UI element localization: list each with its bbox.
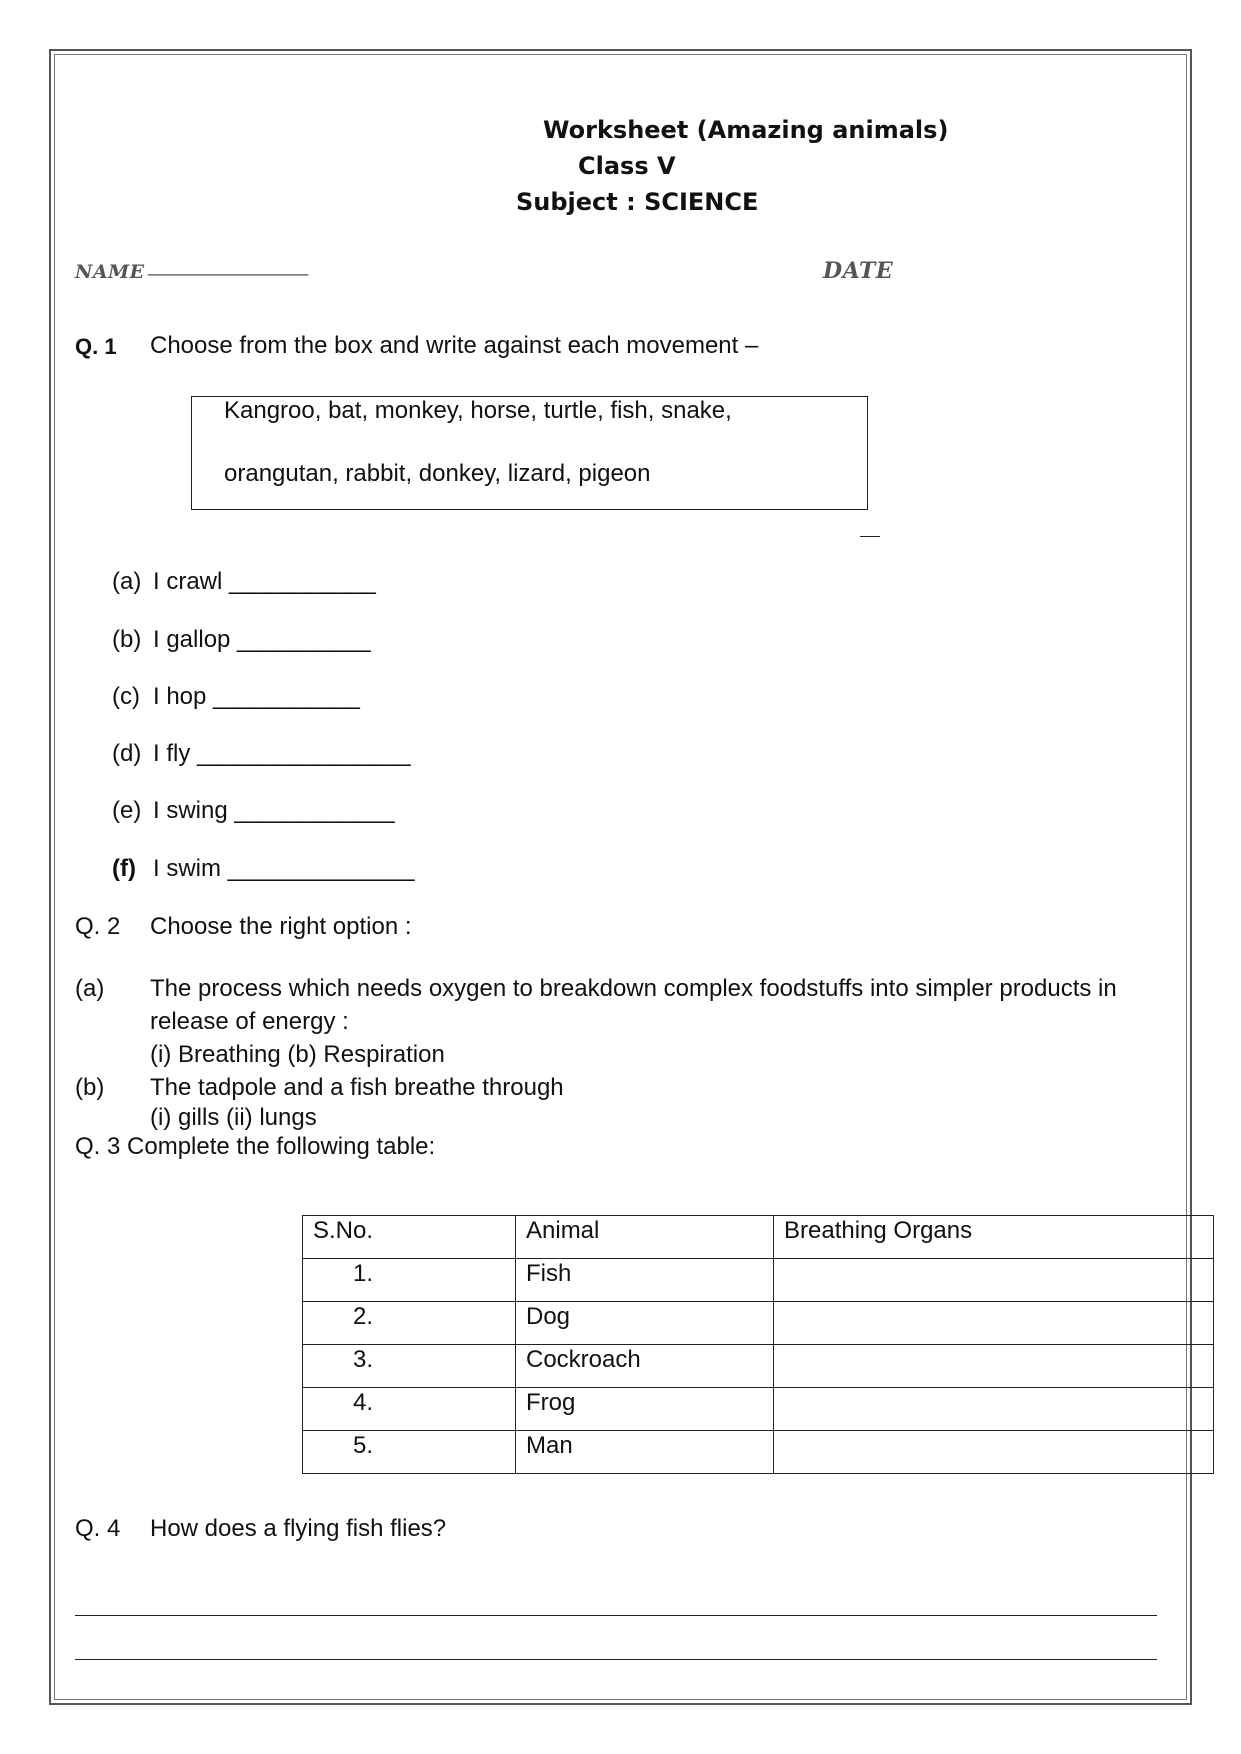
q2-a-options[interactable]: (i) Breathing (b) Respiration <box>150 1041 445 1068</box>
q1-item-f-label: (f) <box>112 855 136 882</box>
q1-item-c-text[interactable]: I hop ___________ <box>153 683 360 710</box>
q3-prompt: Q. 3 Complete the following table: <box>75 1133 436 1160</box>
q2-a-line-2: release of energy : <box>150 1008 349 1035</box>
q1-item-e-label: (e) <box>112 797 142 824</box>
q4-number: Q. 4 <box>75 1515 121 1542</box>
row-organs-cell[interactable] <box>774 1431 1214 1474</box>
row-animal: Fish <box>516 1259 774 1302</box>
date-label: DATE <box>823 258 894 284</box>
row-animal: Cockroach <box>516 1345 774 1388</box>
q1-number: Q. 1 <box>75 334 117 359</box>
row-organs-cell[interactable] <box>774 1259 1214 1302</box>
q2-b-options[interactable]: (i) gills (ii) lungs <box>150 1104 317 1131</box>
breathing-organs-table <box>302 1215 1214 1474</box>
worksheet-title: Worksheet (Amazing animals) <box>543 116 949 144</box>
row-animal: Man <box>516 1431 774 1474</box>
q2-a-line-1: The process which needs oxygen to breakdown complex foodstuffs into simpler products in <box>150 975 1117 1002</box>
header-animal: Animal <box>516 1216 774 1259</box>
table-row <box>303 1302 1214 1345</box>
q4-prompt: How does a flying fish flies? <box>150 1515 447 1542</box>
q1-item-e-text[interactable]: I swing ____________ <box>153 797 395 824</box>
header-breathing-organs: Breathing Organs <box>774 1216 1214 1259</box>
row-sno: 2. <box>303 1302 516 1345</box>
table-row <box>303 1388 1214 1431</box>
header-sno: S.No. <box>303 1216 516 1259</box>
table-row <box>303 1259 1214 1302</box>
q1-item-a-text[interactable]: I crawl ___________ <box>153 568 376 595</box>
row-sno: 5. <box>303 1431 516 1474</box>
table-row <box>303 1431 1214 1474</box>
row-organs-cell[interactable] <box>774 1302 1214 1345</box>
name-blank[interactable]: ________________ <box>148 256 309 276</box>
answer-line-1[interactable] <box>75 1615 1157 1616</box>
choice-box-line-2: orangutan, rabbit, donkey, lizard, pigeon <box>224 460 651 487</box>
row-sno: 3. <box>303 1345 516 1388</box>
q2-b-label: (b) <box>75 1074 105 1101</box>
q2-prompt: Choose the right option : <box>150 913 412 940</box>
q2-b-line-1: The tadpole and a fish breathe through <box>150 1074 564 1101</box>
table-row <box>303 1345 1214 1388</box>
q1-prompt: Choose from the box and write against each movement – <box>150 332 759 359</box>
name-label: NAME <box>75 261 145 283</box>
choice-box-line-1: Kangroo, bat, monkey, horse, turtle, fish, snake, <box>224 397 732 424</box>
q1-item-d-label: (d) <box>112 740 142 767</box>
q1-item-b-text[interactable]: I gallop __________ <box>153 626 371 653</box>
table-header-row <box>303 1216 1214 1259</box>
q2-a-label: (a) <box>75 975 105 1002</box>
stray-dash <box>860 536 880 537</box>
row-sno: 4. <box>303 1388 516 1431</box>
row-organs-cell[interactable] <box>774 1345 1214 1388</box>
row-animal: Frog <box>516 1388 774 1431</box>
q1-item-d-text[interactable]: I fly ________________ <box>153 740 411 767</box>
class-label: Class V <box>578 152 676 180</box>
q2-number: Q. 2 <box>75 913 121 940</box>
q1-item-b-label: (b) <box>112 626 142 653</box>
q1-item-f-text[interactable]: I swim ______________ <box>153 855 415 882</box>
q1-item-a-label: (a) <box>112 568 142 595</box>
row-animal: Dog <box>516 1302 774 1345</box>
row-sno: 1. <box>303 1259 516 1302</box>
subject-label: Subject : SCIENCE <box>516 188 759 216</box>
q1-item-c-label: (c) <box>112 683 140 710</box>
row-organs-cell[interactable] <box>774 1388 1214 1431</box>
answer-line-2[interactable] <box>75 1659 1157 1660</box>
